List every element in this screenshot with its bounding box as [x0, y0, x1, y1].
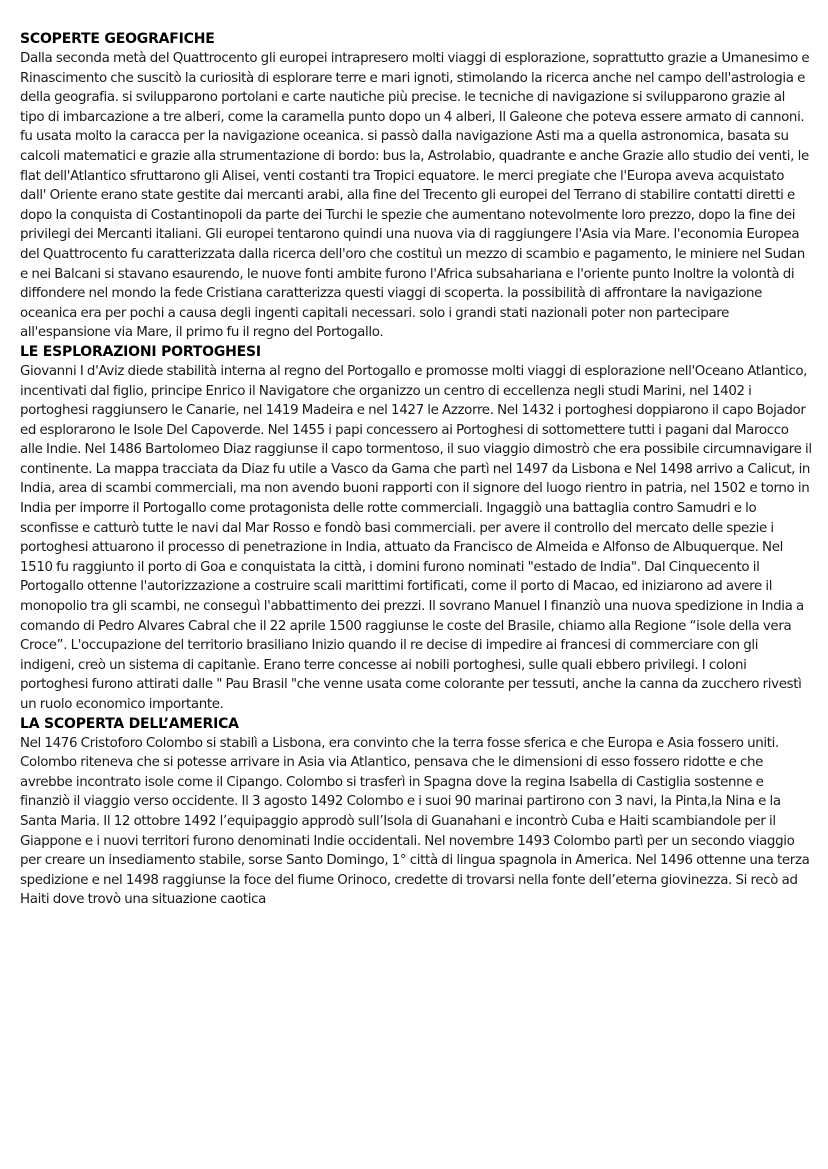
- section-heading-scoperta-america: LA SCOPERTA DELL’AMERICA: [20, 715, 239, 732]
- document-page: [20, 30, 812, 910]
- section-heading-esplorazioni-portoghesi: LE ESPLORAZIONI PORTOGHESI: [20, 343, 261, 360]
- section-heading-scoperte-geografiche: SCOPERTE GEOGRAFICHE: [20, 31, 215, 47]
- section-body-scoperta-america: Nel 1476 Cristoforo Colombo si stabilì a Lisbona, era convinto che la terra fosse sferica e che Europa e Asia fossero uniti. Colombo riteneva che si potesse arrivare in Asia via Atlantico, pensava che le dimensioni di esso fossero ridotte e che avrebbe incontrato isole come il Cipango. Colombo si trasferì in Spagna dove la regina Isabella di Castiglia sostenne e finanziò il viaggio verso occidente. Il 3 agosto 1492 Colombo e i suoi 90 marinai partirono con 3 navi, la Pinta,la Nina e la Santa Maria. Il 12 ottobre 1492 l’equipaggio approdò sull’Isola di Guanahani e incontrò Cuba e Haiti scambiandole per il Giappone e i nuovi territori furono denominati Indie occidentali. Nel novembre 1493 Colombo partì per un secondo viaggio per creare un insediamento stabile, sorse Santo Domingo, 1° città di lingua spagnola in America. Nel 1496 ottenne una terza spedizione e nel 1498 raggiunse la foce del fiume Orinoco, credette di trovarsi nella fonte dell’eterna giovinezza. Si recò ad Haiti dove trovò una situazione caotica: [20, 735, 810, 908]
- section-body-esplorazioni-portoghesi: Giovanni I d'Aviz diede stabilità interna al regno del Portogallo e promosse molti viaggi di esplorazione nell'Oceano Atlantico, incentivati dal figlio, principe Enrico il Navigatore che organizzo un centro di eccellenza negli studi Marini, nel 1402 i portoghesi raggiunsero le Canarie, nel 1419 Madeira e nel 1427 le Azzorre. Nel 1432 i portoghesi doppiarono il capo Bojador ed esplorarono le Isole Del Capoverde. Nel 1455 i papi concessero ai Portoghesi di sottomettere tutti i pagani dal Marocco alle Indie. Nel 1486 Bartolomeo Diaz raggiunse il capo tormentoso, il suo viaggio dimostrò che era possibile circumnavigare il continente. La mappa tracciata da Diaz fu utile a Vasco da Gama che partì nel 1497 da Lisbona e Nel 1498 arrivo a Calicut, in India, area di scambi commerciali, ma non avendo buoni rapporti con il signore del luogo rientro in patria, nel 1502 e torno in India per imporre il Portogallo come protagonista delle rotte commerciali. Ingaggiò una battaglia contro Samudri e lo sconfisse e catturò tutte le navi dal Mar Rosso e fondò basi commerciali. per avere il controllo del mercato delle spezie i portoghesi attuarono il processo di penetrazione in India, attuato da Francisco de Almeida e Alfonso de Albuquerque. Nel 1510 fu raggiunto il porto di Goa e conquistata la città, i domini furono nominati "estado de India". Dal Cinquecento il Portogallo ottenne l'autorizzazione a costruire scali marittimi fortificati, come il porto di Macao, ed iniziarono ad avere il monopolio tra gli scambi, ne conseguì l'abbattimento dei prezzi. Il sovrano Manuel I finanziò una nuova spedizione in India a comando di Pedro Alvares Cabral che il 22 aprile 1500 raggiunse le coste del Brasile, chiamo alla Regione “isole della vera Croce”. L'occupazione del territorio brasiliano Inizio quando il re decise di impedire ai francesi di commerciare con gli indigeni, creò un sistema di capitanìe. Erano terre concesse ai nobili portoghesi, sulle quali ebbero privilegi. I coloni portoghesi furono attirati dalle " Pau Brasil "che venne usata come colorante per tessuti, anche la canna da zucchero rivestì un ruolo economico importante.: [20, 363, 812, 712]
- section-body-scoperte-geografiche: Dalla seconda metà del Quattrocento gli europei intrapresero molti viaggi di esplorazione, soprattutto grazie a Umanesimo e Rinascimento che suscitò la curiosità di esplorare terre e mari ignoti, stimolando la ricerca anche nel campo dell'astrologia e della geografia. si svilupparono portolani e carte nautiche più precise. le tecniche di navigazione si svilupparono grazie al tipo di imbarcazione a tre alberi, come la caramella punto dopo un 4 alberi, Il Galeone che poteva essere armato di cannoni. fu usata molto la caracca per la navigazione oceanica. si passò dalla navigazione Asti ma a quella astronomica, basata su calcoli matematici e grazie alla strumentazione di bordo: bus la, Astrolabio, quadrante e anche Grazie allo studio dei venti, le flat dell'Atlantico sfruttarono gli Alisei, venti costanti tra Tropici equatore. le merci pregiate che l'Europa aveva acquistato dall' Oriente erano state gestite dai mercanti arabi, alla fine del Trecento gli europei del Terrano di stabilire contatti diretti e dopo la conquista di Costantinopoli da parte dei Turchi le spezie che aumentano notevolmente loro prezzo, dopo la fine dei privilegi dei Mercanti italiani. Gli europei tentarono quindi una nuova via di raggiungere l'Asia via Mare. l'economia Europea del Quattrocento fu caratterizzata dalla ricerca dell'oro che costituì un mezzo di scambio e pagamento, le miniere nel Sudan e nei Balcani si stavano esaurendo, le nuove fonti ambite furono l'Africa subsahariana e l'oriente punto Inoltre la volontà di diffondere nel mondo la fede Cristiana caratterizza questi viaggi di scoperta. la possibilità di affrontare la navigazione oceanica era per pochi a causa degli ingenti capitali necessari. solo i grandi stati nazionali poter non partecipare all'espansione via Mare, il primo fu il regno del Portogallo.: [20, 51, 810, 341]
